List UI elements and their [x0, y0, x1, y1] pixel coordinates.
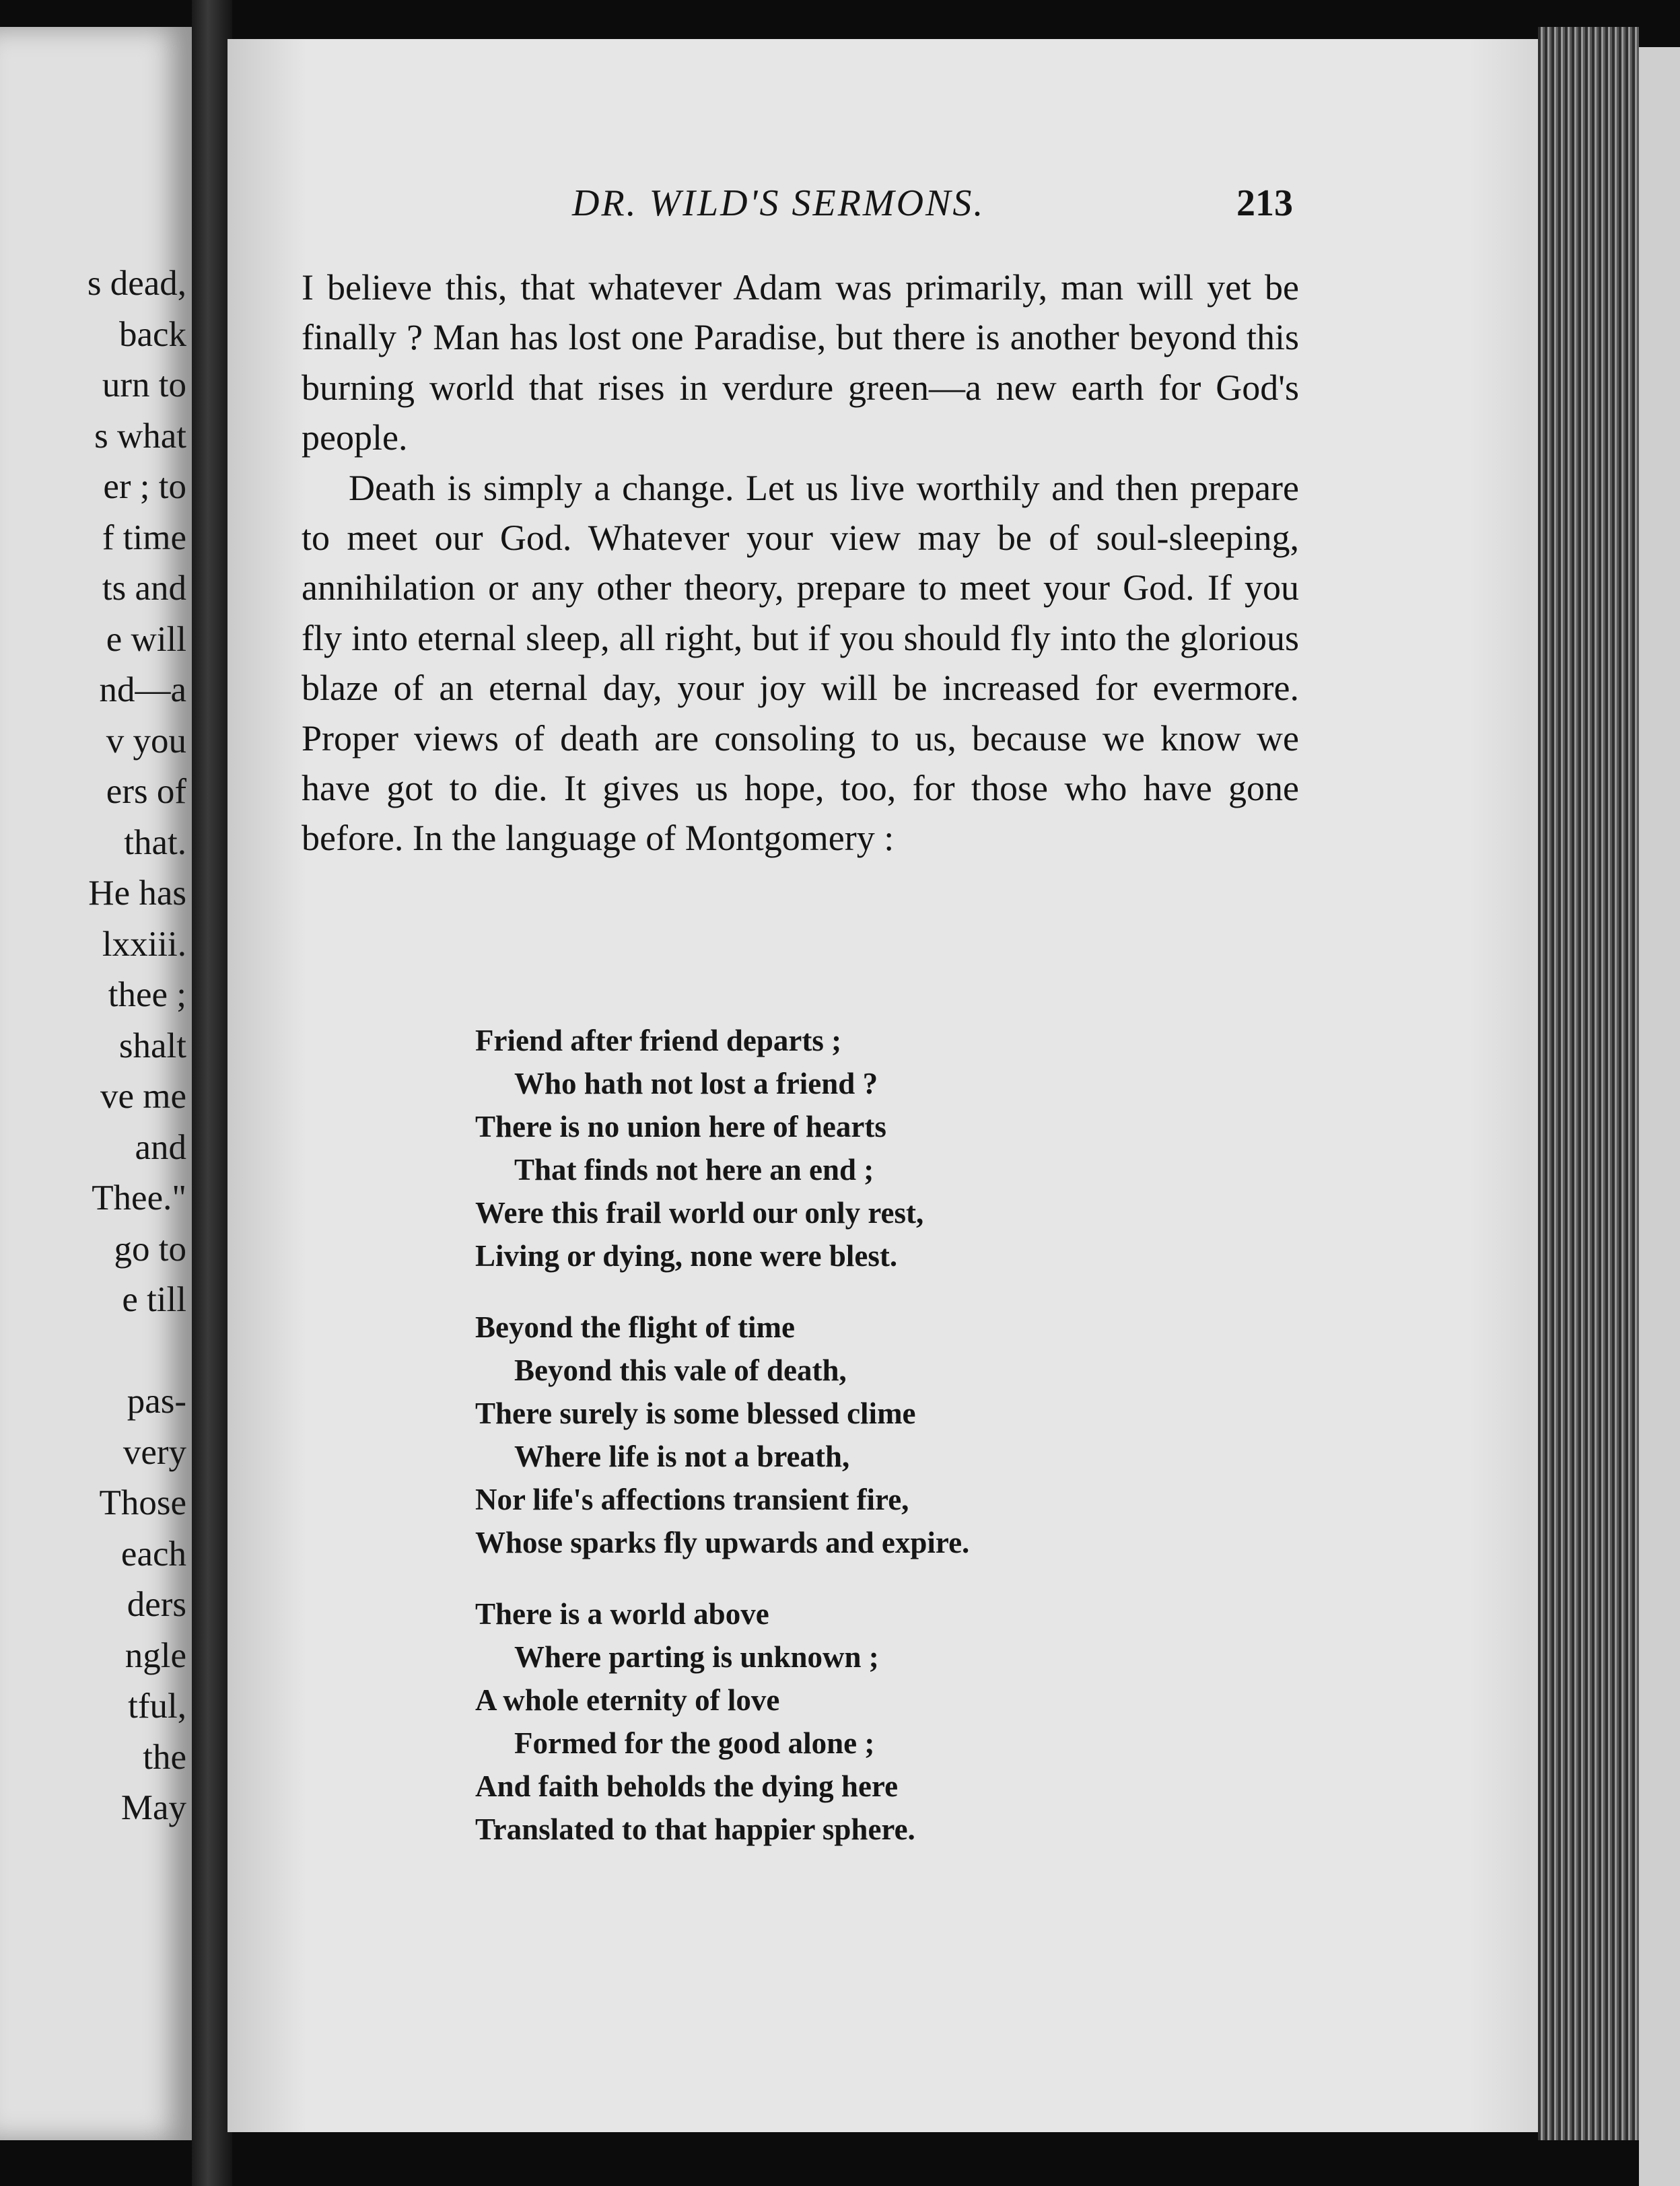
left-page-line: ngle	[125, 1635, 186, 1675]
left-page-line: urn to	[102, 365, 186, 404]
left-page-line: tful,	[128, 1687, 186, 1726]
left-page-line: shalt	[118, 1026, 186, 1065]
poem-line: There is a world above	[475, 1597, 769, 1631]
left-page-line: that.	[124, 822, 186, 862]
poem-line: There is no union here of hearts	[475, 1110, 886, 1143]
left-page-line: ts and	[102, 569, 186, 608]
left-page-line: v you	[106, 721, 186, 761]
left-page-line: e till	[122, 1280, 186, 1319]
left-page-line: each	[120, 1534, 186, 1574]
poem-line: Friend after friend departs ;	[475, 1024, 842, 1057]
left-page-line: back	[118, 314, 186, 354]
poem-line: Beyond the flight of time	[475, 1310, 795, 1344]
left-page-line: Those	[99, 1483, 186, 1522]
left-page-line: er ; to	[103, 467, 186, 506]
left-page-line: s dead,	[87, 264, 186, 303]
poem-line: There surely is some blessed clime	[475, 1397, 916, 1430]
page-number: 213	[1236, 182, 1293, 224]
poem-stanza	[475, 1592, 1216, 1851]
left-page-line: very	[123, 1432, 186, 1472]
running-title: DR. WILD'S SERMONS.	[572, 182, 985, 224]
poem-line: A whole eternity of love	[475, 1683, 780, 1717]
poem-line: Who hath not lost a friend ?	[514, 1067, 878, 1100]
page-edges-background	[1639, 47, 1680, 2186]
left-page-line: and	[135, 1127, 186, 1167]
poem-line: Translated to that happier sphere.	[475, 1812, 915, 1846]
left-page-line: lxxiii.	[102, 924, 186, 964]
left-page-line: ders	[127, 1585, 186, 1624]
left-page-line: e will	[106, 619, 186, 659]
left-page-line: thee ;	[108, 975, 186, 1014]
poem-line: Where life is not a breath,	[514, 1440, 850, 1473]
poem-line: Whose sparks fly upwards and expire.	[475, 1526, 970, 1559]
left-page-line: ve me	[100, 1077, 186, 1116]
poem-line: Living or dying, none were blest.	[475, 1239, 898, 1273]
poem-stanza	[475, 1019, 1216, 1277]
book-gutter	[192, 0, 232, 2186]
left-page-line: ers of	[106, 772, 186, 811]
left-page-line: Thee."	[92, 1178, 186, 1218]
left-page-line: nd—a	[99, 670, 186, 709]
left-page-line: go to	[114, 1229, 186, 1269]
left-page-line: s what	[94, 416, 186, 456]
left-page-line: f time	[102, 518, 186, 557]
poem-line: Formed for the good alone ;	[514, 1726, 875, 1760]
poem-line: That finds not here an end ;	[514, 1153, 874, 1187]
body-text	[302, 262, 1299, 863]
poem	[475, 1019, 1216, 1879]
left-page-line: pas-	[127, 1382, 186, 1421]
poem-line: Beyond this vale of death,	[514, 1353, 847, 1387]
left-page-line: He has	[88, 874, 186, 913]
left-page-line: May	[120, 1788, 186, 1827]
left-page-fragment	[0, 27, 192, 2140]
paragraph-2: Death is simply a change. Let us live worthily and then prepare to meet our God. Whatever your view may be of soul-sleeping, annihilation or any other theory, prepare to meet your God. If you fly into eternal sleep, all right, but if you should fly into the glorious blaze of an eternal day, your joy will be increased for evermore. Proper views of death are consoling to us, because we know we have got to die. It gives us hope, too, for those who have gone before. In the language of Montgomery :	[302, 467, 1299, 859]
left-page-line: the	[143, 1737, 186, 1777]
poem-stanza	[475, 1306, 1216, 1564]
paragraph-1: I believe this, that whatever Adam was primarily, man will yet be finally ? Man has lost one Paradise, but there is another beyond this burning world that rises in verdure green—a new earth for God's people.	[302, 267, 1299, 458]
page-edges	[1538, 27, 1639, 2140]
poem-line: Nor life's affections transient fire,	[475, 1483, 909, 1516]
poem-line: And faith beholds the dying here	[475, 1769, 899, 1803]
poem-line: Where parting is unknown ;	[514, 1640, 879, 1674]
poem-line: Were this frail world our only rest,	[475, 1196, 924, 1230]
